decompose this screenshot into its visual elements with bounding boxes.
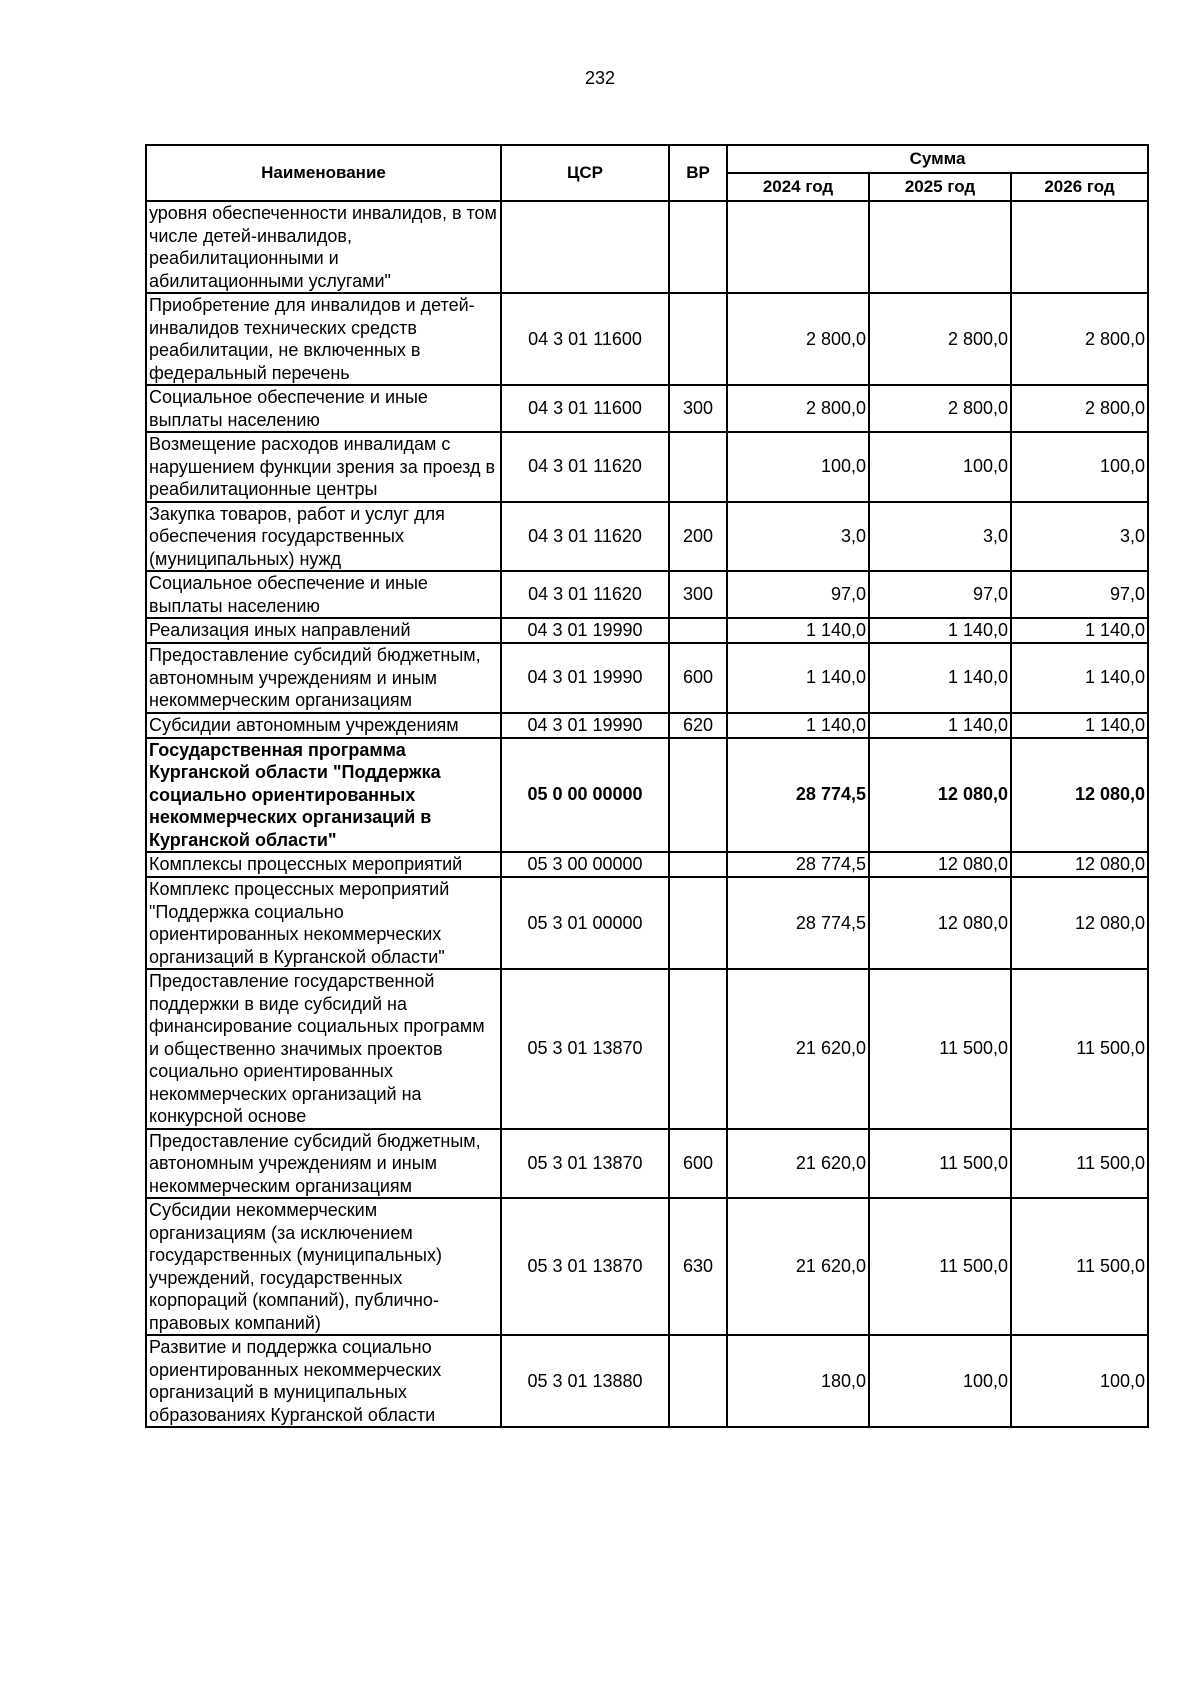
table-row [146, 432, 1148, 502]
table-row [146, 877, 1148, 969]
table-row [146, 502, 1148, 572]
row-vr [669, 1335, 727, 1427]
row-csr: 04 3 01 19990 [501, 713, 669, 738]
row-csr: 05 3 00 00000 [501, 852, 669, 877]
row-name: Предоставление субсидий бюджетным, автономным учреждениям и иным некоммерческим организациям [146, 1129, 501, 1199]
table-row [146, 385, 1148, 432]
row-value-2024: 2 800,0 [727, 293, 869, 385]
row-csr: 05 3 01 13870 [501, 969, 669, 1129]
row-csr: 05 3 01 13870 [501, 1198, 669, 1335]
row-name: Реализация иных направлений [146, 618, 501, 643]
row-vr [669, 201, 727, 293]
row-value-2024: 3,0 [727, 502, 869, 572]
row-value-2026: 3,0 [1011, 502, 1148, 572]
row-value-2025: 11 500,0 [869, 1198, 1011, 1335]
table-row [146, 571, 1148, 618]
row-vr [669, 969, 727, 1129]
row-value-2024: 28 774,5 [727, 738, 869, 853]
row-value-2024: 21 620,0 [727, 969, 869, 1129]
row-value-2025: 1 140,0 [869, 713, 1011, 738]
header-2024: 2024 год [727, 173, 869, 201]
header-vr: ВР [669, 145, 727, 201]
table-row [146, 969, 1148, 1129]
table-row [146, 1198, 1148, 1335]
row-value-2024 [727, 201, 869, 293]
row-name: Возмещение расходов инвалидам с нарушением функции зрения за проезд в реабилитационные центры [146, 432, 501, 502]
row-vr [669, 852, 727, 877]
table-row [146, 738, 1148, 853]
row-value-2026 [1011, 201, 1148, 293]
table-header [146, 145, 1148, 201]
row-csr: 04 3 01 11620 [501, 502, 669, 572]
row-csr: 04 3 01 11620 [501, 432, 669, 502]
row-value-2025: 100,0 [869, 1335, 1011, 1427]
header-name: Наименование [146, 145, 501, 201]
row-value-2025: 1 140,0 [869, 643, 1011, 713]
table-row [146, 1129, 1148, 1199]
row-value-2025: 100,0 [869, 432, 1011, 502]
row-vr [669, 738, 727, 853]
row-csr: 04 3 01 19990 [501, 618, 669, 643]
table-row [146, 643, 1148, 713]
table-row [146, 293, 1148, 385]
row-csr: 05 0 00 00000 [501, 738, 669, 853]
row-vr [669, 293, 727, 385]
row-value-2024: 21 620,0 [727, 1129, 869, 1199]
table-row [146, 713, 1148, 738]
row-csr: 05 3 01 13870 [501, 1129, 669, 1199]
row-value-2025: 11 500,0 [869, 1129, 1011, 1199]
row-csr: 04 3 01 19990 [501, 643, 669, 713]
row-name: Государственная программа Курганской области "Поддержка социально ориентированных некоммерческих организаций в Курганской области" [146, 738, 501, 853]
row-name: Закупка товаров, работ и услуг для обеспечения государственных (муниципальных) нужд [146, 502, 501, 572]
row-value-2025: 12 080,0 [869, 877, 1011, 969]
row-value-2026: 97,0 [1011, 571, 1148, 618]
row-value-2024: 21 620,0 [727, 1198, 869, 1335]
row-value-2024: 28 774,5 [727, 877, 869, 969]
row-value-2025: 11 500,0 [869, 969, 1011, 1129]
row-name: Социальное обеспечение и иные выплаты населению [146, 385, 501, 432]
row-vr: 600 [669, 1129, 727, 1199]
table-row [146, 618, 1148, 643]
row-value-2025: 12 080,0 [869, 852, 1011, 877]
row-value-2025: 12 080,0 [869, 738, 1011, 853]
row-value-2025: 3,0 [869, 502, 1011, 572]
row-value-2026: 2 800,0 [1011, 293, 1148, 385]
row-value-2025: 2 800,0 [869, 293, 1011, 385]
row-vr: 600 [669, 643, 727, 713]
row-name: Комплекс процессных мероприятий "Поддержка социально ориентированных некоммерческих организаций в Курганской области" [146, 877, 501, 969]
row-value-2026: 1 140,0 [1011, 618, 1148, 643]
row-value-2024: 1 140,0 [727, 713, 869, 738]
row-value-2025: 97,0 [869, 571, 1011, 618]
row-value-2026: 12 080,0 [1011, 852, 1148, 877]
table-row [146, 1335, 1148, 1427]
row-csr: 04 3 01 11600 [501, 293, 669, 385]
row-value-2026: 12 080,0 [1011, 738, 1148, 853]
row-value-2026: 100,0 [1011, 1335, 1148, 1427]
row-value-2024: 97,0 [727, 571, 869, 618]
row-name: Комплексы процессных мероприятий [146, 852, 501, 877]
row-name: Предоставление субсидий бюджетным, автономным учреждениям и иным некоммерческим организациям [146, 643, 501, 713]
header-csr: ЦСР [501, 145, 669, 201]
row-value-2024: 1 140,0 [727, 643, 869, 713]
row-value-2026: 12 080,0 [1011, 877, 1148, 969]
row-name: Предоставление государственной поддержки в виде субсидий на финансирование социальных программ и общественно значимых проектов социально ориентированных некоммерческих организаций на конкурсной основе [146, 969, 501, 1129]
row-name: Развитие и поддержка социально ориентированных некоммерческих организаций в муниципальных образованиях Курганской области [146, 1335, 501, 1427]
row-value-2026: 11 500,0 [1011, 969, 1148, 1129]
page-number: 232 [584, 68, 616, 88]
header-2025: 2025 год [869, 173, 1011, 201]
row-vr [669, 432, 727, 502]
row-vr: 200 [669, 502, 727, 572]
row-value-2024: 100,0 [727, 432, 869, 502]
row-value-2025: 1 140,0 [869, 618, 1011, 643]
row-vr [669, 618, 727, 643]
row-value-2025: 2 800,0 [869, 385, 1011, 432]
row-name: уровня обеспеченности инвалидов, в том числе детей-инвалидов, реабилитационными и абилитационными услугами" [146, 201, 501, 293]
row-name: Субсидии автономным учреждениям [146, 713, 501, 738]
row-value-2024: 2 800,0 [727, 385, 869, 432]
table-row [146, 201, 1148, 293]
row-vr: 620 [669, 713, 727, 738]
row-value-2026: 11 500,0 [1011, 1129, 1148, 1199]
row-value-2026: 1 140,0 [1011, 643, 1148, 713]
table-row [146, 852, 1148, 877]
budget-table [145, 144, 1149, 1428]
row-csr: 04 3 01 11620 [501, 571, 669, 618]
row-name: Субсидии некоммерческим организациям (за исключением государственных (муниципальных) учреждений, государственных корпораций (компаний), публично-правовых компаний) [146, 1198, 501, 1335]
header-2026: 2026 год [1011, 173, 1148, 201]
row-value-2024: 1 140,0 [727, 618, 869, 643]
row-value-2026: 2 800,0 [1011, 385, 1148, 432]
row-value-2024: 28 774,5 [727, 852, 869, 877]
row-value-2024: 180,0 [727, 1335, 869, 1427]
row-name: Приобретение для инвалидов и детей-инвалидов технических средств реабилитации, не включенных в федеральный перечень [146, 293, 501, 385]
row-value-2026: 11 500,0 [1011, 1198, 1148, 1335]
row-name: Социальное обеспечение и иные выплаты населению [146, 571, 501, 618]
table-body [146, 201, 1148, 1427]
row-csr [501, 201, 669, 293]
row-value-2026: 1 140,0 [1011, 713, 1148, 738]
row-value-2026: 100,0 [1011, 432, 1148, 502]
header-sum: Сумма [727, 145, 1148, 173]
row-vr: 300 [669, 385, 727, 432]
row-csr: 05 3 01 13880 [501, 1335, 669, 1427]
row-vr [669, 877, 727, 969]
row-csr: 05 3 01 00000 [501, 877, 669, 969]
row-vr: 630 [669, 1198, 727, 1335]
row-value-2025 [869, 201, 1011, 293]
row-vr: 300 [669, 571, 727, 618]
row-csr: 04 3 01 11600 [501, 385, 669, 432]
